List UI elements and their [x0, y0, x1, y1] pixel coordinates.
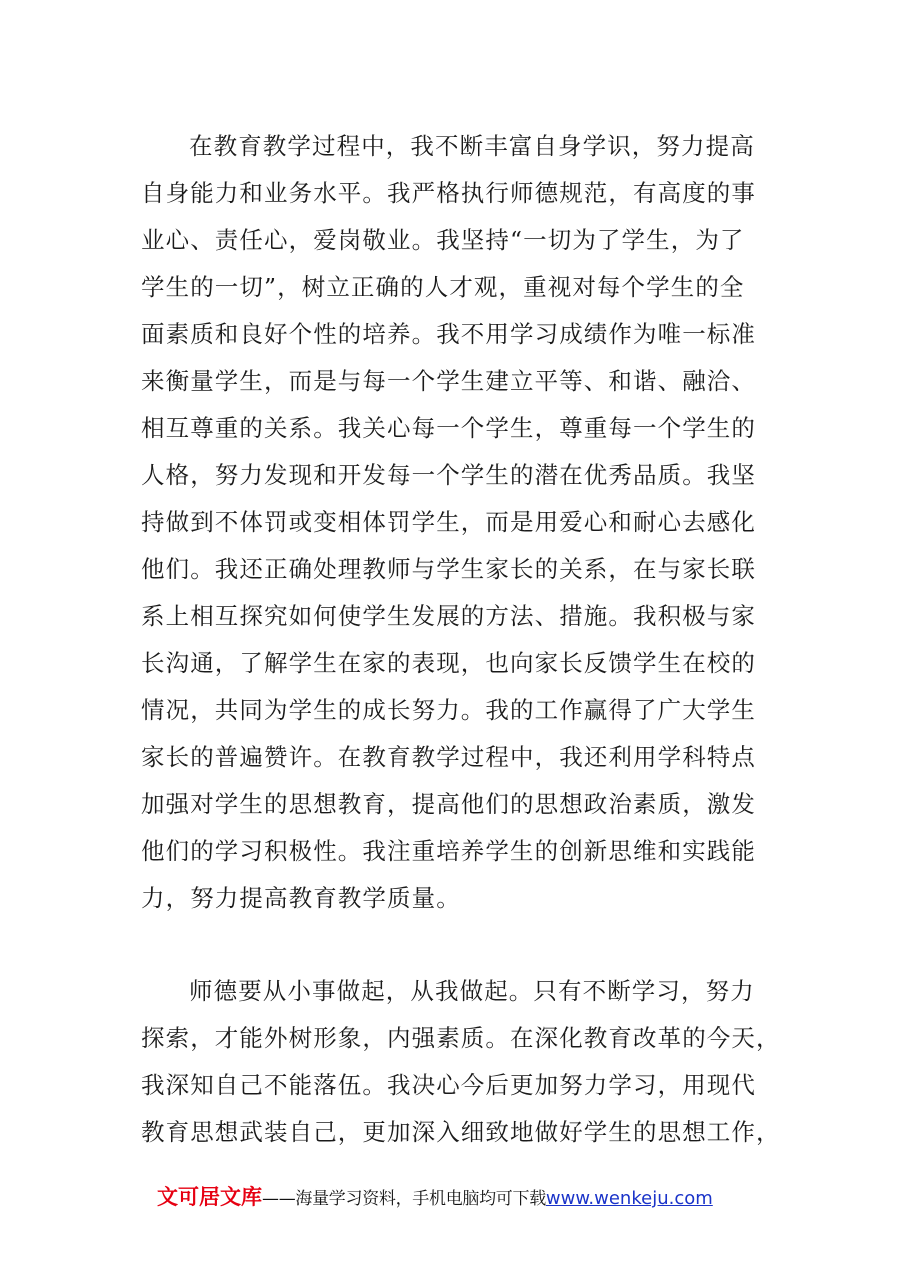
text-line: 教育思想武装自己，更加深入细致地做好学生的思想工作， — [141, 1118, 781, 1146]
footer-website-link[interactable]: www.wenkeju.com — [545, 1188, 713, 1209]
text-line: 情况，共同为学生的成长努力。我的工作赢得了广大学生 — [141, 696, 756, 724]
text-line: 来衡量学生，而是与每一个学生建立平等、和谐、融洽、 — [141, 367, 756, 395]
text-line: 我深知自己不能落伍。我决心今后更加努力学习，用现代 — [141, 1071, 756, 1099]
text-line: 相互尊重的关系。我关心每一个学生，尊重每一个学生的 — [141, 414, 756, 442]
text-line: 力，努力提高教育教学质量。 — [141, 884, 461, 912]
text-line: 在教育教学过程中，我不断丰富自身学识，努力提高 — [189, 132, 755, 160]
text-line: 他们。我还正确处理教师与学生家长的关系，在与家长联 — [141, 555, 756, 583]
text-line: 自身能力和业务水平。我严格执行师德规范，有高度的事 — [141, 179, 756, 207]
text-line: 他们的学习积极性。我注重培养学生的创新思维和实践能 — [141, 837, 756, 865]
text-line: 师德要从小事做起，从我做起。只有不断学习，努力 — [189, 977, 755, 1005]
text-line: 探索，才能外树形象，内强素质。在深化教育改革的今天， — [141, 1024, 781, 1052]
body-paragraph-1 — [141, 123, 761, 922]
text-line: 学生的一切”，树立正确的人才观，重视对每个学生的全 — [141, 273, 745, 301]
body-paragraph-2 — [141, 968, 781, 1156]
footer-brand: 文可居文库 — [157, 1185, 262, 1209]
text-line: 系上相互探究如何使学生发展的方法、措施。我积极与家 — [141, 602, 756, 630]
footer-watermark — [157, 1181, 713, 1213]
text-line: 面素质和良好个性的培养。我不用学习成绩作为唯一标准 — [141, 320, 756, 348]
text-line: 人格，努力发现和开发每一个学生的潜在优秀品质。我坚 — [141, 461, 756, 489]
text-line: 长沟通，了解学生在家的表现，也向家长反馈学生在校的 — [141, 649, 756, 677]
text-line: 业心、责任心，爱岗敬业。我坚持“一切为了学生，为了 — [141, 226, 745, 254]
text-line: 家长的普遍赞许。在教育教学过程中，我还利用学科特点 — [141, 743, 756, 771]
footer-description: ——海量学习资料，手机电脑均可下载 — [262, 1189, 546, 1209]
text-line: 持做到不体罚或变相体罚学生，而是用爱心和耐心去感化 — [141, 508, 756, 536]
text-line: 加强对学生的思想教育，提高他们的思想政治素质，激发 — [141, 790, 756, 818]
